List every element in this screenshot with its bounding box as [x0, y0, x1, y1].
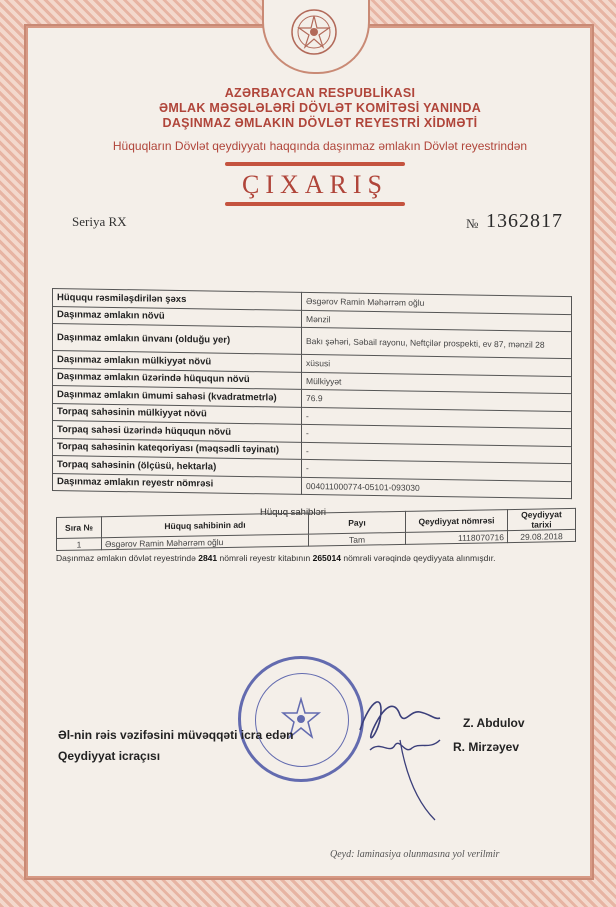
document-title: ÇIXARIŞ — [241, 170, 388, 199]
signatory-name-1: Z. Abdulov — [463, 716, 525, 730]
col-header: Qeydiyyat tarixi — [508, 508, 576, 530]
ornament-bottom — [225, 202, 405, 206]
detail-label: Daşınmaz əmlakın reyestr nömrəsi — [53, 473, 302, 494]
signatory-title-2: Qeydiyyat icraçısı — [58, 749, 161, 763]
detail-value: - — [302, 459, 572, 481]
detail-value: Mülkiyyət — [302, 372, 572, 394]
header-subtitle: Hüquqların Dövlət qeydiyyatı haqqında daşınmaz əmlakın Dövlət reyestrindən — [112, 139, 528, 153]
emblem-icon — [286, 4, 342, 64]
signatory-name-2: R. Mirzəyev — [453, 740, 520, 754]
header-committee: ƏMLAK MƏSƏLƏLƏRİ DÖVLƏT KOMİTƏSİ YANINDA — [158, 101, 482, 115]
document-number: 1362817 — [486, 210, 563, 232]
footer-note: Qeyd: laminasiya olunmasına yol verilmir — [330, 849, 500, 860]
registry-note — [56, 552, 556, 565]
col-header: Sıra № — [57, 517, 102, 539]
handwritten-signatures — [340, 670, 460, 830]
detail-label: Daşınmaz əmlakın ümumi sahəsi (kvadratmetrlə) — [53, 386, 302, 407]
detail-label: Torpaq sahəsinin mülkiyyət növü — [53, 403, 302, 424]
header-country: AZƏRBAYCAN RESPUBLİKASI — [224, 86, 416, 100]
signatory-title-1: Əl-nin rəis vəzifəsini müvəqqəti icra edən — [58, 728, 294, 742]
detail-value: - — [302, 442, 572, 464]
detail-value: - — [302, 407, 572, 429]
detail-value: Bakı şəhəri, Səbail rayonu, Neftçilər prospekti, ev 87, mənzil 28 — [302, 327, 572, 358]
detail-label: Torpaq sahəsi üzərində hüququn növü — [53, 421, 302, 442]
owners-title: Hüquq sahibləri — [260, 507, 327, 518]
detail-value: 76.9 — [302, 389, 572, 411]
detail-label: Hüququ rəsmiləşdirilən şəxs — [53, 289, 302, 310]
note-text-1: Daşınmaz əmlakın dövlət reyestrində — [56, 553, 196, 563]
series-label: Seriya RX — [72, 214, 127, 229]
owner-reg-no: 1118070716 — [406, 531, 508, 545]
col-header: Hüquq sahibinin adı — [102, 513, 309, 538]
note-text-3: nömrəli vərəqində qeydiyyata alınmışdır. — [343, 553, 496, 563]
detail-value: 004011000774-05101-093030 — [302, 477, 572, 499]
ornament-top — [225, 162, 405, 166]
details-table — [52, 288, 572, 499]
owner-no: 1 — [57, 538, 102, 551]
detail-value: xüsusi — [302, 354, 572, 376]
detail-value: - — [302, 424, 572, 446]
note-page-number: 265014 — [312, 553, 341, 563]
detail-label: Daşınmaz əmlakın üzərində hüququn növü — [53, 368, 302, 389]
note-book-number: 2841 — [198, 553, 218, 563]
title-block — [220, 162, 410, 208]
note-text-2: nömrəli reyestr kitabının — [219, 553, 311, 563]
detail-label: Daşınmaz əmlakın ünvanı (olduğu yer) — [53, 324, 302, 355]
header-service: DAŞINMAZ ƏMLAKIN DÖVLƏT REYESTRİ XİDMƏTİ — [162, 116, 478, 130]
detail-value: Mənzil — [302, 310, 572, 332]
detail-label: Daşınmaz əmlakın növü — [53, 306, 302, 327]
owner-reg-date: 29.08.2018 — [508, 529, 576, 542]
detail-label: Torpaq sahəsinin (ölçüsü, hektarla) — [53, 456, 302, 477]
col-header: Payı — [309, 511, 406, 534]
col-header: Qeydiyyat nömrəsi — [406, 510, 508, 533]
owner-share: Tam — [309, 532, 406, 546]
detail-label: Torpaq sahəsinin kateqoriyası (məqsədli təyinatı) — [53, 438, 302, 459]
number-sign: № — [466, 216, 479, 231]
detail-value: Əsgərov Ramin Məhərrəm oğlu — [302, 292, 572, 314]
owner-name: Əsgərov Ramin Məhərrəm oğlu — [102, 534, 309, 550]
detail-label: Daşınmaz əmlakın mülkiyyət növü — [53, 351, 302, 372]
